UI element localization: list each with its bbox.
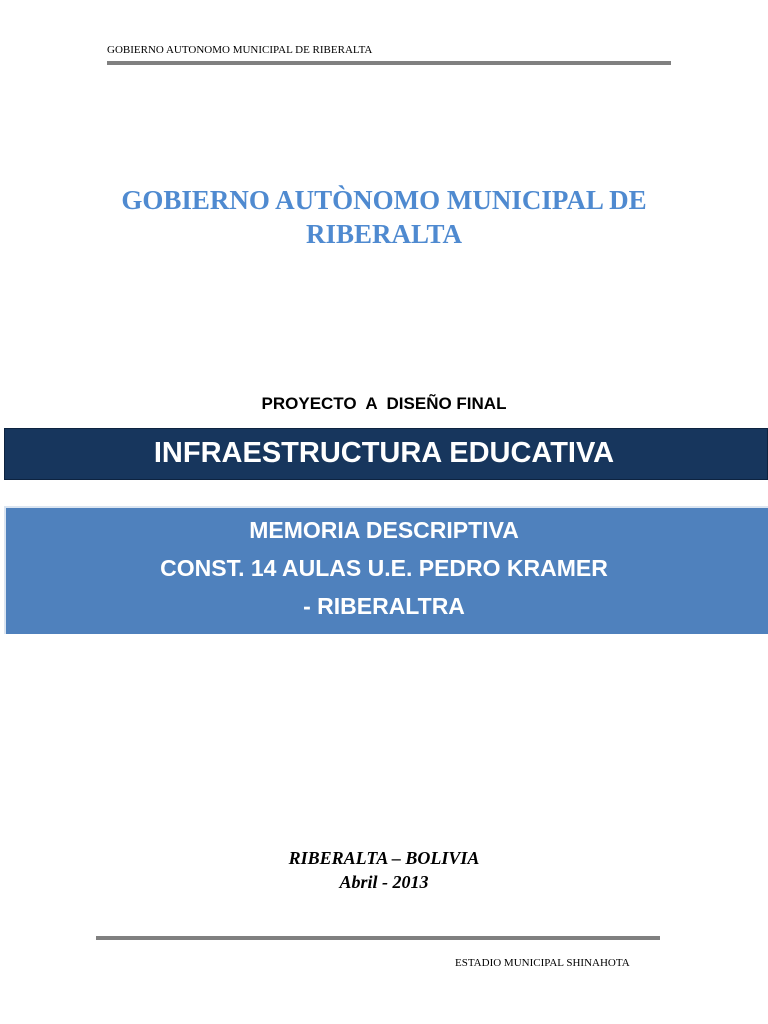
- memoria-line-2: CONST. 14 AULAS U.E. PEDRO KRAMER: [160, 555, 608, 581]
- location-date: Abril - 2013: [339, 872, 429, 892]
- infrastructure-banner-text: INFRAESTRUCTURA EDUCATIVA: [153, 437, 615, 469]
- location-block: [0, 846, 768, 894]
- document-title-line-2: RIBERALTA: [305, 219, 463, 249]
- document-title: [0, 183, 768, 251]
- header-divider: [107, 61, 671, 65]
- page-footer-text: ESTADIO MUNICIPAL SHINAHOTA: [455, 957, 630, 969]
- page-header-text: GOBIERNO AUTONOMO MUNICIPAL DE RIBERALTA: [107, 44, 373, 56]
- memoria-banner-text: [0, 511, 768, 625]
- memoria-line-1: MEMORIA DESCRIPTIVA: [249, 517, 519, 543]
- project-label: PROYECTO A DISEÑO FINAL: [261, 394, 507, 413]
- location-place: RIBERALTA – BOLIVIA: [288, 848, 480, 868]
- memoria-line-3: - RIBERALTRA: [303, 593, 465, 619]
- document-title-line-1: GOBIERNO AUTÒNOMO MUNICIPAL DE: [121, 185, 647, 215]
- footer-divider: [96, 936, 660, 940]
